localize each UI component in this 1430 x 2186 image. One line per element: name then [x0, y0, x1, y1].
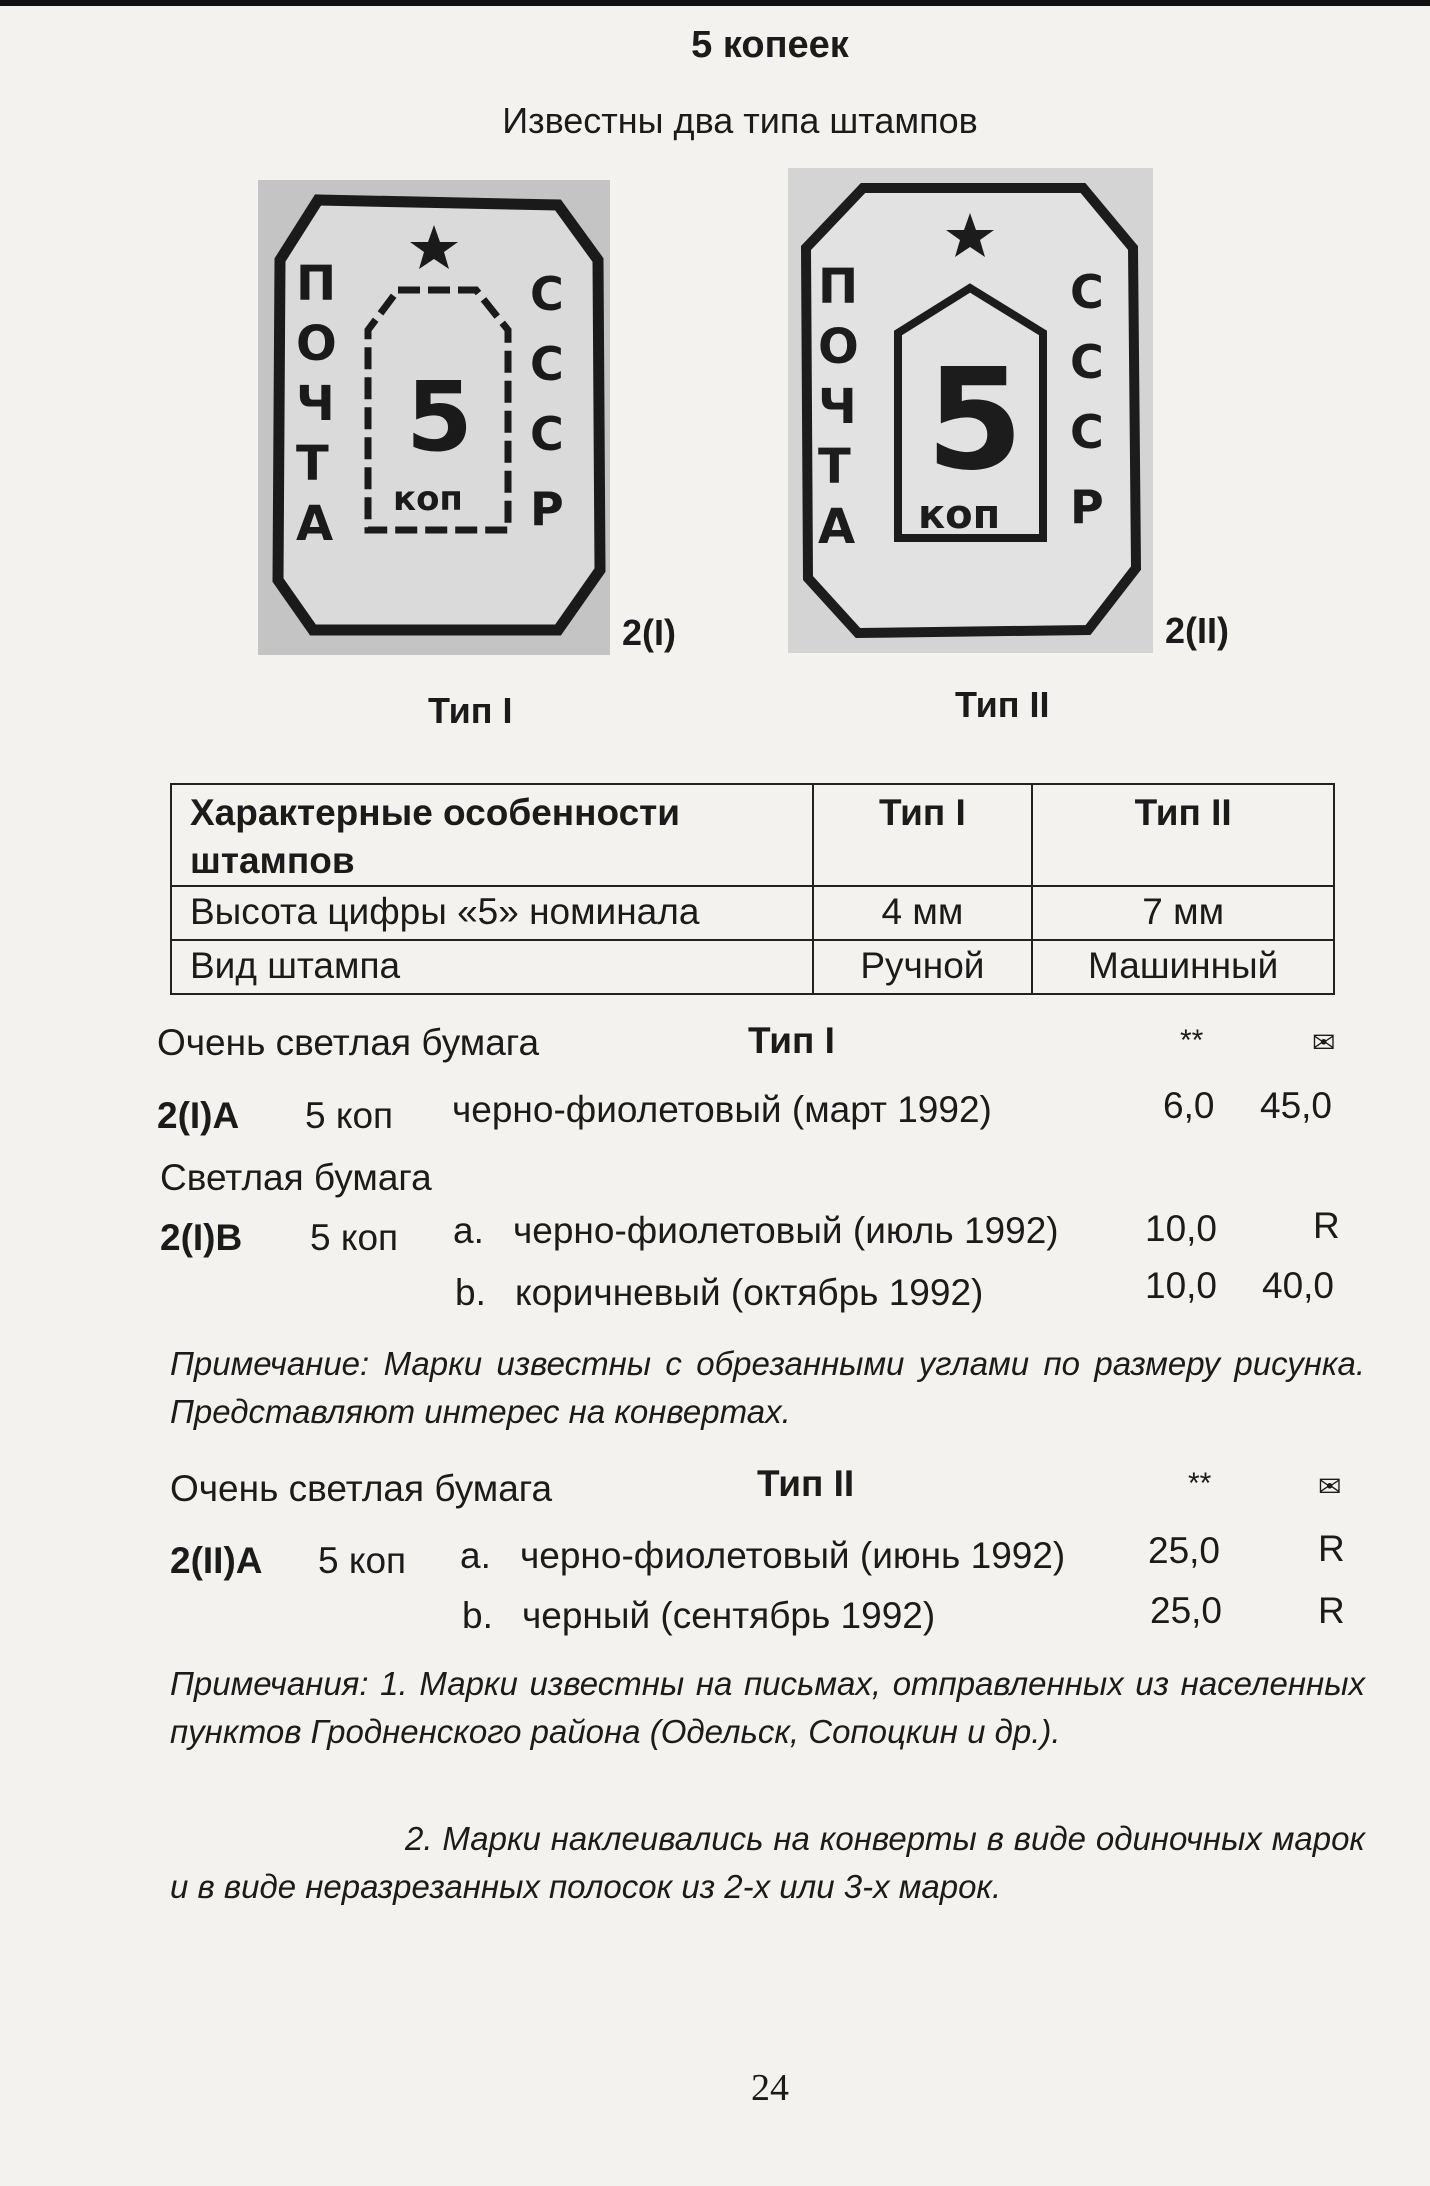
- envelope-icon: ✉: [1318, 1471, 1342, 1502]
- stamp-caption-type-2: Тип II: [955, 684, 1050, 725]
- svg-text:С: С: [530, 337, 564, 391]
- section1-note: Примечание: Марки известны с обрезанными углами по размеру рисунка. Представляют интерес на конвертах.: [170, 1345, 1365, 1430]
- stamp-image-type-1: [258, 180, 610, 655]
- svg-text:С: С: [1070, 265, 1104, 319]
- stamp-drawing-type-2: [788, 168, 1153, 653]
- item-description: черный (сентябрь 1992): [522, 1595, 936, 1636]
- svg-text:коп: коп: [918, 492, 1001, 538]
- section2-type: Тип II: [757, 1463, 855, 1504]
- item-code: 2(II)A: [170, 1540, 263, 1581]
- table-cell: 4 мм: [813, 886, 1033, 940]
- section2-note-1: Примечания: 1. Марки известны на письмах, отправленных из населенных пунктов Гродненского района (Одельск, Сопоцкин и др.).: [170, 1665, 1365, 1750]
- item-mint-price: 25,0: [1148, 1530, 1221, 1571]
- table-cell: 7 мм: [1032, 886, 1334, 940]
- stamp1-left-5: А: [296, 496, 334, 552]
- table-header-type-1: Тип I: [813, 784, 1033, 886]
- stamp-code-type-2: 2(II): [1165, 610, 1230, 651]
- item-mint-price: 6,0: [1163, 1085, 1215, 1126]
- section1-type: Тип I: [748, 1020, 835, 1061]
- top-edge: [0, 0, 1430, 6]
- stamp1-left-2: О: [296, 316, 337, 372]
- stamp1-left-4: Т: [296, 436, 329, 492]
- section1-paper-2: Светлая бумага: [160, 1157, 432, 1198]
- svg-text:Р: Р: [1070, 480, 1104, 534]
- item-cover-price: R: [1318, 1528, 1345, 1569]
- stamp-image-type-2: [788, 168, 1153, 653]
- stamp1-left-1: П: [296, 256, 337, 312]
- section2-paper: Очень светлая бумага: [170, 1468, 553, 1509]
- page-subtitle: Известны два типа штампов: [502, 100, 978, 141]
- stamp-drawing-type-1: [258, 180, 610, 655]
- item-variant-letter: b.: [462, 1595, 493, 1636]
- envelope-icon: ✉: [1312, 1027, 1336, 1058]
- svg-text:П: П: [818, 259, 859, 315]
- item-nominal: 5 коп: [318, 1540, 407, 1581]
- item-cover-price: R: [1313, 1205, 1340, 1246]
- table-row: [171, 940, 1334, 994]
- section1-mint-header: **: [1180, 1024, 1204, 1057]
- item-description: черно-фиолетовый (март 1992): [452, 1089, 992, 1130]
- stamp1-left-3: Ч: [296, 376, 335, 432]
- item-variant-letter: b.: [455, 1272, 486, 1313]
- table-cell: Ручной: [813, 940, 1033, 994]
- page-title: 5 копеек: [691, 24, 849, 66]
- item-description: коричневый (октябрь 1992): [515, 1272, 984, 1313]
- svg-text:Р: Р: [530, 482, 564, 536]
- item-nominal: 5 коп: [305, 1095, 394, 1136]
- svg-text:5: 5: [926, 339, 1024, 502]
- svg-text:О: О: [818, 319, 859, 375]
- stamp-code-type-1: 2(I): [622, 612, 676, 653]
- svg-text:С: С: [1070, 335, 1104, 389]
- item-description: черно-фиолетовый (июнь 1992): [520, 1535, 1066, 1576]
- item-code: 2(I)A: [157, 1095, 240, 1136]
- table-row: [171, 886, 1334, 940]
- item-mint-price: 25,0: [1150, 1590, 1223, 1631]
- svg-text:Ч: Ч: [818, 379, 857, 435]
- item-mint-price: 10,0: [1145, 1265, 1218, 1306]
- item-description: черно-фиолетовый (июль 1992): [513, 1210, 1059, 1251]
- item-variant-letter: a.: [460, 1535, 491, 1576]
- table-cell: Вид штампа: [171, 940, 813, 994]
- page-number: 24: [751, 2067, 789, 2109]
- section1-paper: Очень светлая бумага: [157, 1022, 540, 1063]
- table-header-type-2: Тип II: [1032, 784, 1334, 886]
- svg-text:С: С: [530, 407, 564, 461]
- item-cover-price: 45,0: [1260, 1085, 1333, 1126]
- table-cell: Высота цифры «5» номинала: [171, 886, 813, 940]
- item-code: 2(I)B: [160, 1217, 243, 1258]
- item-cover-price: R: [1318, 1590, 1345, 1631]
- svg-text:5: 5: [406, 361, 473, 473]
- item-cover-price: 40,0: [1262, 1265, 1335, 1306]
- svg-text:С: С: [530, 267, 564, 321]
- item-variant-letter: a.: [453, 1210, 484, 1251]
- stamp-caption-type-1: Тип I: [428, 690, 513, 731]
- section2-mint-header: **: [1188, 1467, 1212, 1500]
- svg-text:коп: коп: [393, 479, 463, 519]
- svg-text:А: А: [818, 499, 856, 555]
- section2-note-2: 2. Марки наклеивались на конверты в виде одиночных марок и в виде неразрезанных полосок из 2-х или 3-х марок.: [170, 1820, 1365, 1905]
- features-table: [170, 783, 1335, 995]
- svg-text:С: С: [1070, 405, 1104, 459]
- svg-text:Т: Т: [818, 439, 851, 495]
- item-mint-price: 10,0: [1145, 1208, 1218, 1249]
- table-header-features: Характерные особенности штампов: [171, 784, 813, 886]
- table-cell: Машинный: [1032, 940, 1334, 994]
- item-nominal: 5 коп: [310, 1217, 399, 1258]
